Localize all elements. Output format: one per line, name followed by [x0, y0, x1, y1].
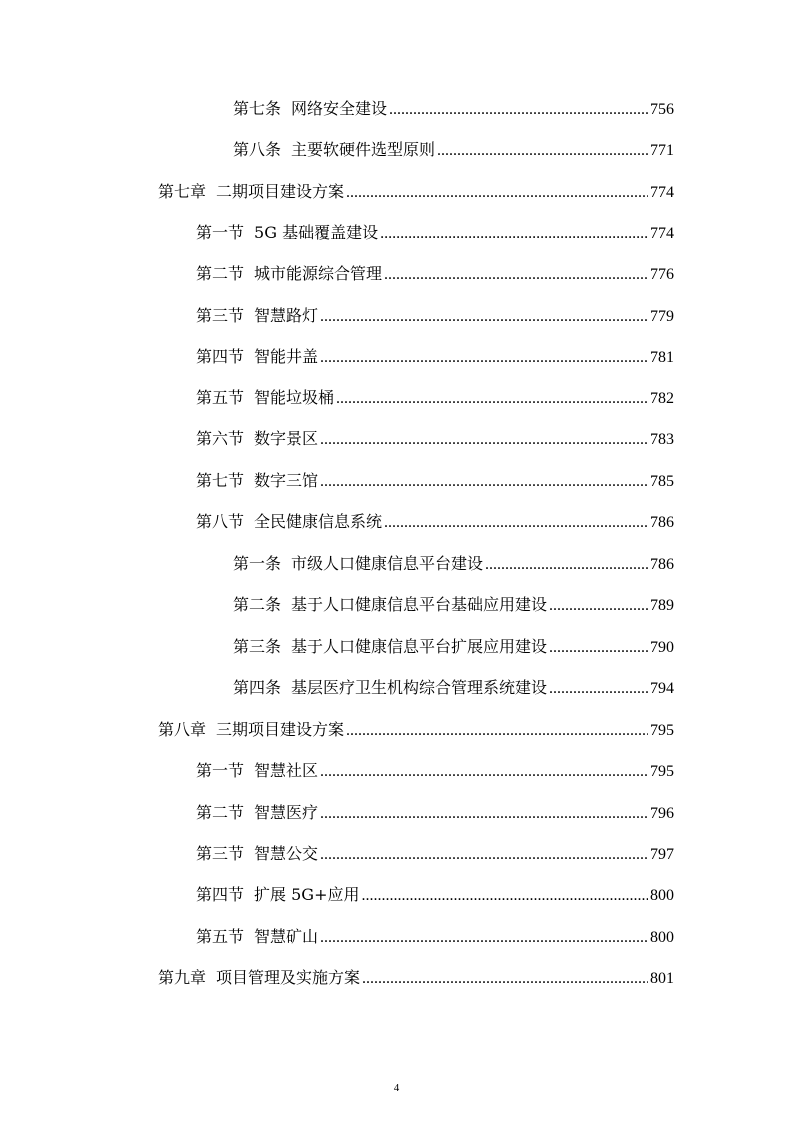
toc-entry-title: 网络安全建设: [291, 99, 388, 118]
toc-entry-title: 智慧公交: [254, 844, 319, 863]
dot-leader: [346, 719, 648, 743]
dot-leader: [549, 594, 648, 618]
toc-entry-section-smart-mining[interactable]: [196, 925, 674, 949]
dot-leader: [320, 428, 648, 452]
toc-entry-article-3-extended-apps[interactable]: [233, 635, 674, 659]
toc-entry-number: 第三节: [196, 306, 245, 325]
toc-entry-section-energy-management[interactable]: [196, 262, 674, 286]
toc-entry-number: 第四条: [233, 678, 282, 697]
toc-entry-number: 第四节: [196, 347, 245, 366]
toc-entry-title: 智慧矿山: [254, 927, 319, 946]
toc-entry-number: 第七章: [158, 182, 207, 201]
toc-entry-section-digital-three-venues[interactable]: [196, 469, 674, 493]
toc-entry-title: 智慧医疗: [254, 803, 319, 822]
toc-entry-page: 797: [650, 846, 674, 863]
dot-leader: [320, 470, 648, 494]
toc-entry-page: 776: [650, 266, 674, 283]
toc-entry-section-smart-bus[interactable]: [196, 842, 674, 866]
dot-leader: [549, 677, 648, 701]
toc-entry-page: 801: [650, 970, 674, 987]
toc-entry-page: 794: [650, 680, 674, 697]
toc-entry-section-smart-healthcare[interactable]: [196, 801, 674, 825]
toc-entry-title: 数字景区: [254, 429, 319, 448]
toc-entry-title: 主要软硬件选型原则: [291, 140, 436, 159]
toc-entry-article-2-basic-apps[interactable]: [233, 593, 674, 617]
toc-entry-page: 774: [650, 184, 674, 201]
toc-entry-number: 第二条: [233, 595, 282, 614]
toc-entry-page: 800: [650, 887, 674, 904]
dot-leader: [336, 387, 648, 411]
toc-entry-chapter-8[interactable]: [158, 718, 674, 742]
toc-entry-title: 三期项目建设方案: [216, 720, 345, 739]
toc-entry-title: 基层医疗卫生机构综合管理系统建设: [291, 678, 548, 697]
dot-leader: [320, 843, 648, 867]
toc-entry-number: 第五节: [196, 927, 245, 946]
toc-entry-article-1-health-platform[interactable]: [233, 552, 674, 576]
dot-leader: [361, 884, 648, 908]
toc-entry-title: 数字三馆: [254, 471, 319, 490]
toc-entry-number: 第七节: [196, 471, 245, 490]
toc-entry-page: 800: [650, 929, 674, 946]
toc-entry-section-smart-manhole-covers[interactable]: [196, 345, 674, 369]
dot-leader: [549, 636, 648, 660]
toc-entry-title: 基于人口健康信息平台基础应用建设: [291, 595, 548, 614]
toc-entry-title: 智能垃圾桶: [254, 388, 335, 407]
toc-entry-page: 795: [650, 763, 674, 780]
toc-entry-page: 795: [650, 722, 674, 739]
toc-entry-number: 第一节: [196, 761, 245, 780]
toc-entry-number: 第二节: [196, 264, 245, 283]
toc-entry-article-8-selection-principles[interactable]: [233, 138, 674, 162]
toc-entry-page: 756: [650, 101, 674, 118]
toc-entry-chapter-7[interactable]: [158, 180, 674, 204]
toc-entry-section-5g-plus-apps[interactable]: [196, 883, 674, 907]
toc-entry-page: 783: [650, 431, 674, 448]
dot-leader: [320, 760, 648, 784]
dot-leader: [384, 511, 648, 535]
toc-entry-title: 基于人口健康信息平台扩展应用建设: [291, 637, 548, 656]
toc-entry-article-7-network-security[interactable]: [233, 97, 674, 121]
toc-entry-number: 第九章: [158, 968, 207, 987]
toc-entry-page: 786: [650, 556, 674, 573]
toc-entry-number: 第七条: [233, 99, 282, 118]
toc-entry-number: 第五节: [196, 388, 245, 407]
toc-entry-title: 智慧社区: [254, 761, 319, 780]
toc-entry-number: 第二节: [196, 803, 245, 822]
toc-entry-number: 第四节: [196, 885, 245, 904]
toc-entry-section-smart-community[interactable]: [196, 759, 674, 783]
toc-entry-page: 785: [650, 473, 674, 490]
toc-entry-number: 第八章: [158, 720, 207, 739]
toc-entry-page: 796: [650, 805, 674, 822]
toc-entry-section-5g-coverage[interactable]: [196, 221, 674, 245]
toc-entry-title: 城市能源综合管理: [254, 264, 383, 283]
toc-entry-title: 扩展 5G+应用: [254, 885, 360, 904]
dot-leader: [380, 222, 648, 246]
dot-leader: [346, 181, 648, 205]
toc-entry-title: 全民健康信息系统: [254, 512, 383, 531]
toc-entry-number: 第八条: [233, 140, 282, 159]
toc-entry-page: 774: [650, 225, 674, 242]
toc-entry-title: 项目管理及实施方案: [216, 968, 361, 987]
toc-entry-number: 第三条: [233, 637, 282, 656]
dot-leader: [485, 553, 648, 577]
toc-entry-page: 779: [650, 308, 674, 325]
toc-entry-page: 782: [650, 390, 674, 407]
toc-entry-title: 智能井盖: [254, 347, 319, 366]
dot-leader: [362, 967, 648, 991]
toc-entry-title: 市级人口健康信息平台建设: [291, 554, 484, 573]
toc-entry-section-smart-streetlights[interactable]: [196, 304, 674, 328]
toc-entry-page: 786: [650, 514, 674, 531]
toc-entry-number: 第一节: [196, 223, 245, 242]
dot-leader: [320, 802, 648, 826]
dot-leader: [320, 346, 648, 370]
toc-entry-chapter-9[interactable]: [158, 966, 674, 990]
toc-entry-title: 智慧路灯: [254, 306, 319, 325]
toc-entry-page: 790: [650, 639, 674, 656]
toc-entry-section-health-info-system[interactable]: [196, 510, 674, 534]
dot-leader: [389, 98, 648, 122]
dot-leader: [384, 263, 648, 287]
dot-leader: [320, 305, 648, 329]
toc-entry-section-digital-scenic-area[interactable]: [196, 427, 674, 451]
toc-entry-page: 771: [650, 142, 674, 159]
toc-entry-article-4-primary-care-system[interactable]: [233, 676, 674, 700]
toc-entry-number: 第一条: [233, 554, 282, 573]
toc-entry-number: 第八节: [196, 512, 245, 531]
toc-entry-page: 789: [650, 597, 674, 614]
toc-entry-title: 二期项目建设方案: [216, 182, 345, 201]
toc-entry-number: 第三节: [196, 844, 245, 863]
toc-entry-title: 5G 基础覆盖建设: [254, 223, 379, 242]
toc-entry-page: 781: [650, 349, 674, 366]
toc-entry-number: 第六节: [196, 429, 245, 448]
toc-entry-section-smart-trash-bins[interactable]: [196, 386, 674, 410]
dot-leader: [437, 139, 648, 163]
page-number: 4: [393, 1082, 400, 1094]
dot-leader: [320, 926, 648, 950]
